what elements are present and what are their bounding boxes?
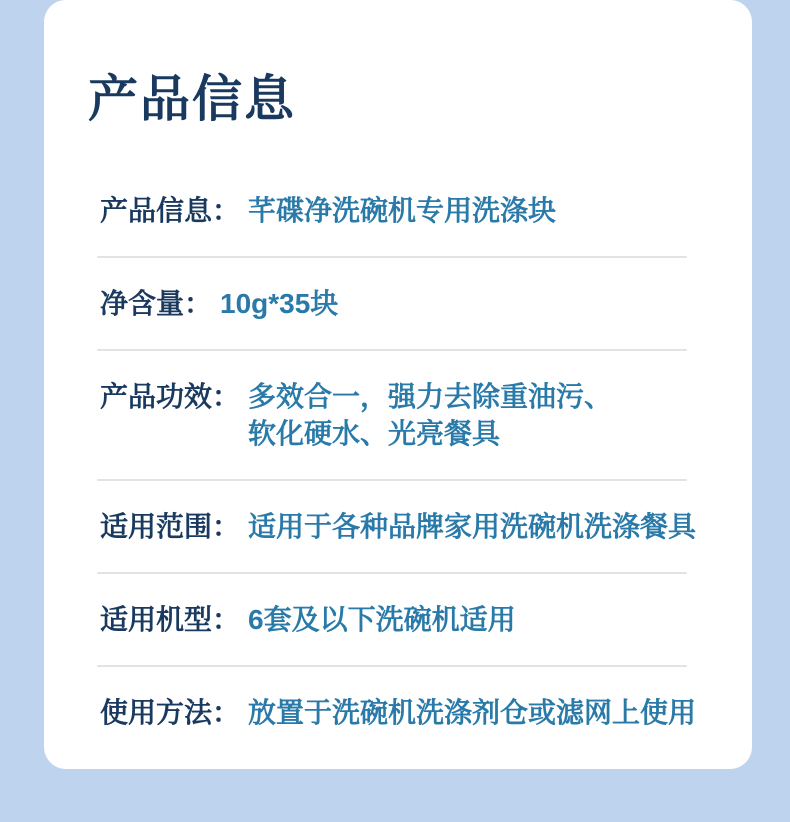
row-label: 净含量： [100, 288, 213, 319]
row-label: 产品功效： [100, 381, 241, 412]
info-row-net-content [100, 257, 752, 350]
row-value: 适用于各种品牌家用洗碗机洗涤餐具 [248, 511, 697, 542]
info-row-usage-method [100, 666, 752, 759]
page-title: 产品信息 [88, 71, 296, 127]
info-row-applicable-scope [100, 480, 752, 573]
info-row-product-name [100, 164, 752, 257]
row-label: 适用机型： [100, 604, 241, 635]
row-value: 放置于洗碗机洗涤剂仓或滤网上使用 [248, 697, 697, 728]
row-label: 适用范围： [100, 511, 241, 542]
product-info-card [44, 0, 752, 769]
row-value: 芊碟净洗碗机专用洗涤块 [248, 195, 557, 226]
row-label: 使用方法： [100, 697, 241, 728]
row-value: 10g*35块 [220, 288, 339, 319]
info-row-applicable-machine [100, 573, 752, 666]
row-value-line-1: 多效合一，强力去除重油污、 [248, 381, 613, 412]
row-label: 产品信息： [100, 195, 241, 226]
info-row-efficacy [100, 350, 752, 480]
row-value-line-2: 软化硬水、光亮餐具 [248, 418, 501, 449]
row-value [248, 378, 612, 452]
row-value: 6套及以下洗碗机适用 [248, 604, 516, 635]
product-info-list [100, 164, 752, 759]
